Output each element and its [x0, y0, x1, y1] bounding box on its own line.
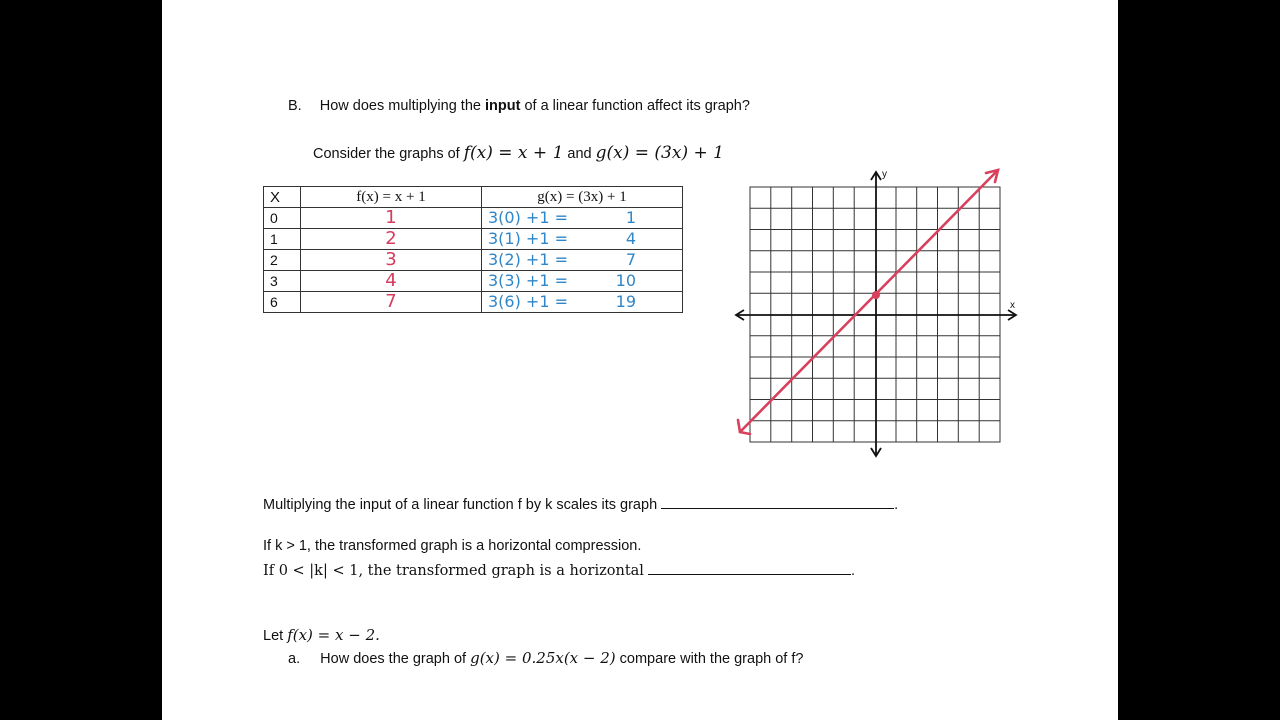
- table-row: 6 7 3(6) +1 = 19: [264, 292, 683, 313]
- k-less-statement: If 0 < |k| < 1, the transformed graph is a horizontal .: [263, 560, 855, 579]
- g-work: 3(3) +1 = 10: [488, 271, 636, 290]
- section-label: B.: [288, 98, 302, 114]
- table-row: 1 2 3(1) +1 = 4: [264, 229, 683, 250]
- g-expression-a: g(x) = 0.25x(x − 2): [470, 649, 616, 667]
- table-row: 0 1 3(0) +1 = 1: [264, 208, 683, 229]
- document-page: [162, 0, 1118, 720]
- y-intercept-point: [872, 291, 880, 299]
- answer-blank-scales[interactable]: [661, 494, 894, 509]
- f-value: 7: [301, 292, 482, 313]
- let-statement: Let f(x) = x − 2.: [263, 626, 380, 644]
- consider-line: Consider the graphs of f(x) = x + 1 and g(x) = (3x) + 1: [313, 143, 724, 163]
- table-row: 3 4 3(3) +1 = 10: [264, 271, 683, 292]
- f-value: 3: [301, 250, 482, 271]
- item-label: a.: [288, 651, 301, 667]
- g-work: 3(2) +1 = 7: [488, 250, 636, 269]
- g-work: 3(1) +1 = 4: [488, 229, 636, 248]
- table-header-row: [264, 187, 683, 208]
- f-value: 4: [301, 271, 482, 292]
- y-axis-label: y: [882, 169, 887, 180]
- plotted-line: [738, 170, 998, 434]
- section-b-question: B. How does multiplying the input of a linear function affect its graph?: [288, 98, 750, 114]
- question-a: a. How does the graph of g(x) = 0.25x(x − 2) compare with the graph of f?: [288, 649, 804, 667]
- g-expression: g(x) = (3x) + 1: [595, 143, 724, 163]
- scales-statement: Multiplying the input of a linear function f by k scales its graph .: [263, 494, 898, 513]
- x-axis-label: x: [1010, 300, 1015, 311]
- header-f: f(x) = x + 1: [301, 187, 482, 208]
- values-table: [263, 186, 683, 313]
- coordinate-grid: [734, 164, 1024, 464]
- f-expression: f(x) = x + 1: [463, 143, 564, 163]
- header-x: X: [264, 187, 301, 208]
- g-work: 3(0) +1 = 1: [488, 208, 636, 227]
- header-g: g(x) = (3x) + 1: [482, 187, 683, 208]
- f-value: 1: [301, 208, 482, 229]
- answer-blank-horizontal[interactable]: [648, 560, 851, 575]
- emphasis-input: input: [485, 98, 521, 114]
- table-row: 2 3 3(2) +1 = 7: [264, 250, 683, 271]
- axes: [736, 172, 1016, 456]
- f-value: 2: [301, 229, 482, 250]
- k-greater-statement: If k > 1, the transformed graph is a horizontal compression.: [263, 538, 642, 554]
- g-work: 3(6) +1 = 19: [488, 292, 636, 311]
